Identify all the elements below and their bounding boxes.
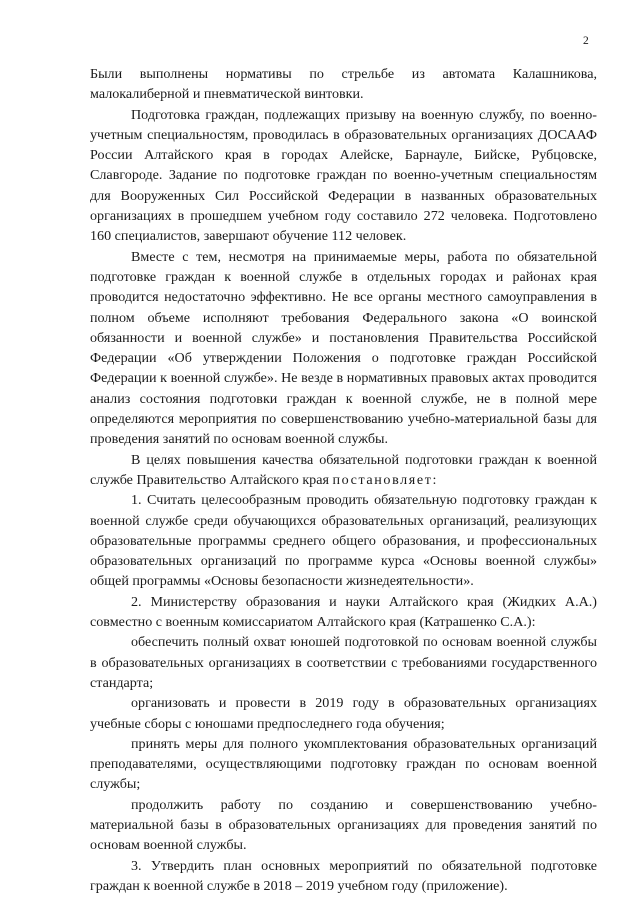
paragraph-item-3: 3. Утвердить план основных мероприятий по обязательной подготовке граждан к военной службе в 2018 – 2019 учебном году (приложение). <box>90 857 597 894</box>
page-number: 2 <box>583 35 589 47</box>
paragraph-dosaaf-training: Подготовка граждан, подлежащих призыву на военную службу, по военно-учетным специальностям, проводилась в образовательных организациях ДОСААФ России Алтайского края в городах Алейске, Барнауле, Бийске, Рубцовске, Славгороде. Задание по подготовке граждан по военно-учетным специальностям для Вооруженных Сил Российской Федерации в названных образовательных организациях в прошедшем учебном году составило 272 человека. Подготовлено 160 специалистов, завершают обучение 112 человек. <box>90 106 597 245</box>
paragraph-resolution-intro <box>90 450 597 491</box>
paragraph-item-1: 1. Считать целесообразным проводить обязательную подготовку граждан к военной службе среди обучающихся образовательных организаций, реализующих образовательные программы среднего общего образования, и профессиональных образовательных организаций по программе курса «Основы военной службы» общей программы «Основы безопасности жизнедеятельности». <box>90 492 597 590</box>
paragraph-shooting-standards: Были выполнены нормативы по стрельбе из автомата Калашникова, малокалиберной и пневматической винтовки. <box>90 66 597 103</box>
resolution-intro-text: В целях повышения качества обязательной подготовки граждан к военной службе Правительство Алтайского края <box>90 451 597 488</box>
resolution-keyword: постановляет: <box>332 471 438 488</box>
paragraph-item-2-training-camps: организовать и провести в 2019 году в образовательных организациях учебные сборы с юношами предпоследнего года обучения; <box>90 695 597 732</box>
paragraph-item-2-coverage: обеспечить полный охват юношей подготовкой по основам военной службы в образовательных организациях в соответствии с требованиями государственного стандарта; <box>90 634 597 691</box>
paragraph-item-2-materials: продолжить работу по созданию и совершенствованию учебно-материальной базы в образовательных организациях для проведения занятий по основам военной службы. <box>90 796 597 854</box>
paragraph-item-2-staffing: принять меры для полного укомплектования образовательных организаций преподавателями, осуществляющими подготовку граждан по основам военной службы; <box>90 735 597 793</box>
paragraph-shortcomings: Вместе с тем, несмотря на принимаемые меры, работа по обязательной подготовке граждан к военной службе в отдельных городах и районах края проводится недостаточно эффективно. Не все органы местного самоуправления в полном объеме исполняют требования Федерального закона «О воинской обязанности и военной службе» и постановления Правительства Российской Федерации «Об утверждении Положения о подготовке граждан Российской Федерации к военной службе». Не везде в нормативных правовых актах проводится анализ состояния подготовки граждан к военной службе, не в полной мере определяются мероприятия по совершенствованию учебно-материальной базы для проведения занятий по основам военной службы. <box>90 248 597 448</box>
paragraph-item-2: 2. Министерству образования и науки Алтайского края (Жидких А.А.) совместно с военным комиссариатом Алтайского края (Катрашенко С.А.): <box>90 593 597 631</box>
document-body <box>90 64 597 896</box>
